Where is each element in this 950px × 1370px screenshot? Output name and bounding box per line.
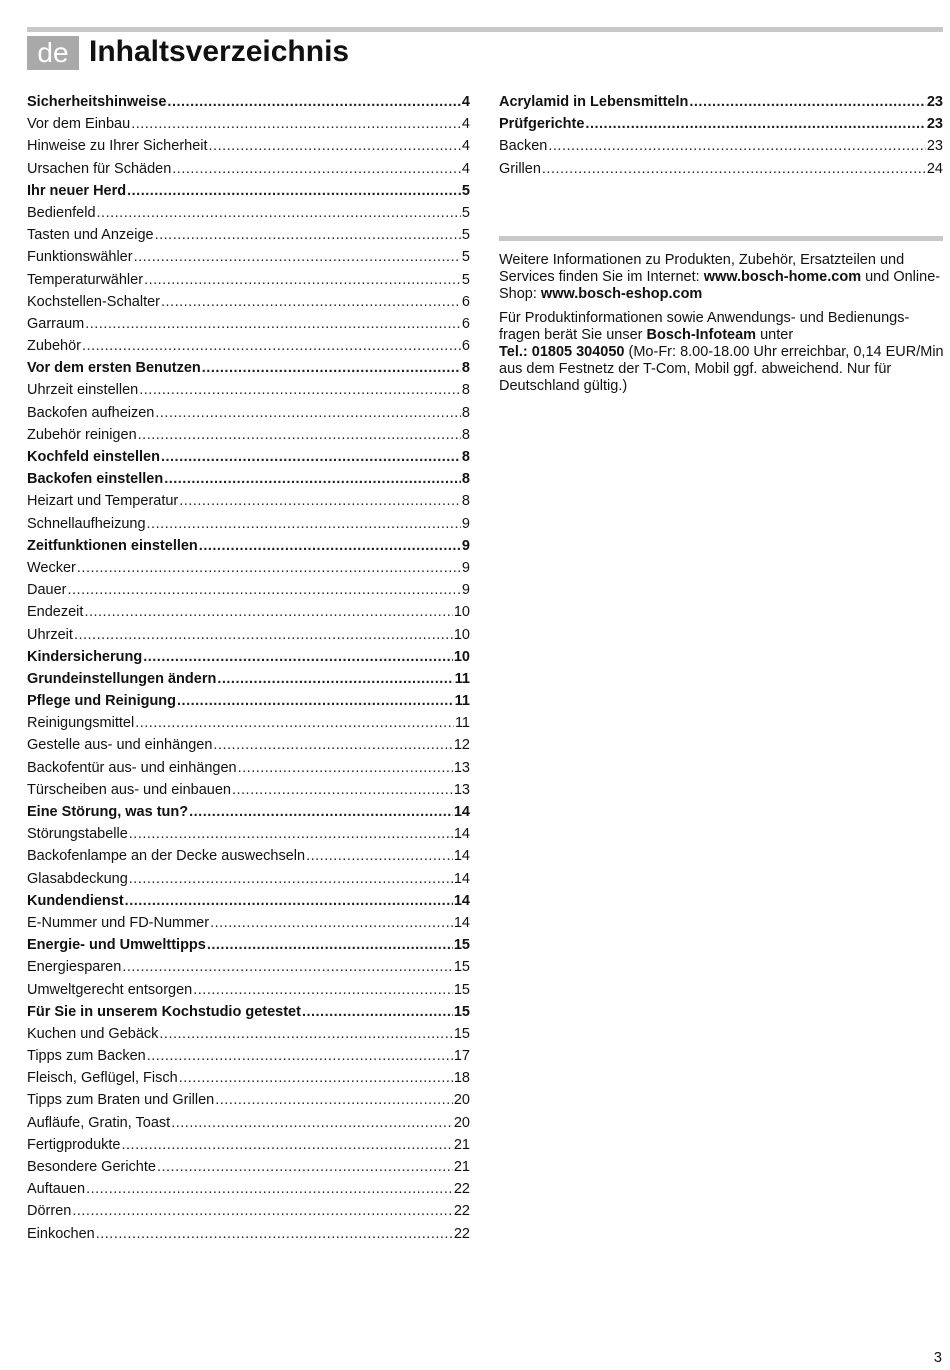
toc-dot-leader [232, 779, 453, 801]
toc-entry-page: 9 [461, 537, 470, 554]
toc-entry[interactable] [499, 113, 943, 135]
toc-entry-label: Dörren [27, 1203, 72, 1220]
toc-entry-label: Kochstellen-Schalter [27, 293, 160, 310]
toc-entry-page: 8 [461, 449, 470, 465]
toc-entry-label: Besondere Gerichte [27, 1159, 156, 1175]
toc-entry[interactable] [27, 424, 470, 446]
page-number: 3 [933, 1350, 942, 1366]
toc-dot-leader [96, 1223, 453, 1245]
toc-entry[interactable] [27, 1001, 470, 1023]
toc-dot-leader [68, 579, 461, 601]
toc-entry[interactable] [27, 313, 470, 335]
toc-dot-leader [193, 979, 453, 1001]
toc-dot-leader [202, 357, 461, 379]
toc-dot-leader [157, 1156, 453, 1178]
toc-entry[interactable] [27, 668, 470, 690]
toc-entry-label: Endezeit [27, 604, 84, 621]
toc-entry[interactable] [27, 845, 470, 867]
toc-entry[interactable] [27, 224, 470, 246]
toc-entry-page: 13 [453, 759, 470, 776]
toc-entry[interactable] [27, 1134, 470, 1156]
toc-entry[interactable] [27, 91, 470, 113]
toc-entry-page: 15 [453, 937, 470, 954]
toc-dot-leader [189, 801, 453, 823]
toc-entry[interactable] [499, 135, 943, 157]
toc-entry-page: 22 [453, 1181, 470, 1198]
toc-entry-page: 15 [453, 981, 470, 998]
toc-entry-page: 15 [453, 959, 470, 976]
toc-entry-page: 21 [453, 1136, 470, 1153]
toc-dot-leader [139, 379, 461, 401]
toc-entry-label: Auftauen [27, 1181, 86, 1198]
toc-entry-page: 13 [453, 781, 470, 798]
toc-dot-leader [585, 113, 925, 135]
toc-entry-label: Eine Störung, was tun? [27, 804, 189, 820]
toc-entry[interactable] [27, 180, 470, 202]
toc-entry-label: Wecker [27, 559, 76, 576]
toc-entry-page: 17 [453, 1048, 470, 1065]
toc-entry[interactable] [27, 912, 470, 934]
toc-entry-page: 8 [461, 493, 470, 510]
toc-entry-label: Vor dem Einbau [27, 116, 131, 133]
toc-dot-leader [127, 180, 461, 202]
toc-entry-label: Schnellaufheizung [27, 515, 146, 532]
toc-entry-label: Für Sie in unserem Kochstudio getestet [27, 1003, 301, 1020]
toc-entry-page: 10 [453, 626, 470, 643]
toc-dot-leader [131, 113, 461, 135]
toc-entry[interactable] [27, 868, 470, 890]
toc-entry-page: 5 [461, 227, 470, 244]
info-text: und Online-Shop: [499, 269, 941, 302]
toc-entry-label: Kindersicherung [27, 648, 143, 665]
toc-dot-leader [155, 402, 461, 424]
toc-entry[interactable] [27, 624, 470, 646]
toc-entry-label: Uhrzeit [27, 626, 73, 643]
toc-right-column [499, 91, 943, 180]
toc-entry[interactable] [27, 402, 470, 424]
toc-entry[interactable] [27, 734, 470, 756]
toc-entry-label: Kuchen und Gebäck [27, 1025, 159, 1042]
toc-entry-page: 5 [461, 182, 470, 199]
toc-entry-label: Gestelle aus- und einhängen [27, 737, 213, 754]
toc-dot-leader [129, 868, 453, 890]
toc-dot-leader [147, 1045, 453, 1067]
toc-entry-label: Kundendienst [27, 892, 124, 909]
toc-entry[interactable] [27, 823, 470, 845]
toc-entry-label: Vor dem ersten Benutzen [27, 360, 201, 377]
toc-entry[interactable] [27, 202, 470, 224]
toc-entry-label: Backofen einstellen [27, 471, 164, 488]
toc-entry-label: Glasabdeckung [27, 870, 128, 887]
info-text: Für Produktinformationen sowie Anwendungs- und Bedienungs-fragen berät Sie unser [499, 310, 910, 343]
toc-entry-label: Ihr neuer Herd [27, 182, 127, 199]
toc-entry-page: 4 [461, 94, 470, 110]
toc-entry-page: 5 [461, 249, 470, 266]
toc-dot-leader [147, 513, 461, 535]
toc-entry-label: Backofenlampe an der Decke auswechseln [27, 848, 306, 865]
toc-dot-leader [122, 1134, 453, 1156]
toc-entry-label: Backofen aufheizen [27, 404, 155, 421]
hotline-number: Tel.: 01805 304050 [499, 344, 625, 360]
toc-entry-label: Uhrzeit einstellen [27, 382, 139, 399]
toc-entry-page: 11 [454, 670, 470, 687]
toc-entry[interactable] [27, 1045, 470, 1067]
toc-entry-label: Grillen [499, 160, 541, 177]
toc-entry-page: 8 [461, 426, 470, 443]
toc-entry-page: 4 [461, 138, 470, 155]
toc-dot-leader [138, 424, 461, 446]
toc-entry[interactable] [27, 246, 470, 268]
toc-entry-label: Tipps zum Braten und Grillen [27, 1092, 215, 1109]
toc-entry-label: Prüfgerichte [499, 116, 585, 133]
toc-entry-page: 12 [453, 737, 470, 754]
toc-entry-page: 6 [461, 293, 470, 310]
toc-entry-page: 9 [461, 559, 470, 576]
toc-entry[interactable] [27, 113, 470, 135]
toc-entry-page: 14 [453, 914, 470, 931]
toc-left-column [27, 91, 470, 1245]
info-text: Weitere Informationen zu Produkten, Zubehör, Ersatzteilen und Services finden Sie im Internet: [499, 252, 905, 285]
toc-entry[interactable] [27, 801, 470, 823]
toc-dot-leader [548, 135, 925, 157]
toc-entry[interactable] [27, 379, 470, 401]
toc-dot-leader [177, 690, 454, 712]
toc-entry-page: 20 [453, 1092, 470, 1109]
toc-dot-leader [159, 1023, 452, 1045]
toc-entry-label: Fertigprodukte [27, 1136, 121, 1153]
toc-entry[interactable] [27, 269, 470, 291]
toc-entry-page: 14 [453, 848, 470, 865]
toc-entry-page: 21 [453, 1159, 470, 1175]
toc-entry[interactable] [27, 446, 470, 468]
page-title: Inhaltsverzeichnis [89, 35, 350, 68]
toc-entry-page: 8 [461, 360, 470, 377]
toc-entry[interactable] [27, 1223, 470, 1245]
toc-entry-label: Kochfeld einstellen [27, 449, 160, 465]
toc-dot-leader [213, 734, 452, 756]
toc-dot-leader [161, 291, 461, 313]
toc-entry-page: 23 [926, 138, 943, 155]
toc-dot-leader [171, 1112, 453, 1134]
toc-entry[interactable] [27, 579, 470, 601]
toc-entry-page: 24 [926, 160, 943, 177]
toc-entry[interactable] [27, 690, 470, 712]
toc-entry-label: Funktionswähler [27, 249, 133, 266]
toc-entry-label: Tipps zum Backen [27, 1048, 146, 1065]
toc-entry-label: Heizart und Temperatur [27, 493, 179, 510]
toc-dot-leader [306, 845, 453, 867]
toc-entry-page: 14 [453, 870, 470, 887]
toc-entry-label: Grundeinstellungen ändern [27, 670, 217, 687]
toc-dot-leader [97, 202, 461, 224]
toc-entry[interactable] [27, 357, 470, 379]
toc-dot-leader [85, 313, 461, 335]
toc-dot-leader [122, 956, 453, 978]
toc-dot-leader [209, 135, 461, 157]
website-link[interactable]: www.bosch-home.com [703, 269, 862, 285]
toc-dot-leader [689, 91, 926, 113]
toc-dot-leader [164, 468, 461, 490]
toc-dot-leader [72, 1200, 453, 1222]
toc-entry-page: 4 [461, 160, 470, 177]
toc-entry-label: Acrylamid in Lebensmitteln [499, 94, 689, 110]
toc-dot-leader [179, 1067, 453, 1089]
toc-entry-page: 5 [461, 204, 470, 221]
toc-entry-page: 18 [453, 1070, 470, 1087]
toc-entry-label: Temperaturwähler [27, 271, 144, 288]
toc-dot-leader [172, 158, 461, 180]
toc-entry-label: Tasten und Anzeige [27, 227, 154, 244]
toc-entry-label: Ursachen für Schäden [27, 160, 172, 177]
toc-dot-leader [82, 335, 461, 357]
toc-entry-label: Dauer [27, 582, 67, 599]
toc-entry[interactable] [27, 557, 470, 579]
infoteam-name: Bosch-Infoteam [646, 327, 757, 343]
toc-entry-label: E-Nummer und FD-Nummer [27, 914, 210, 931]
toc-dot-leader [77, 557, 461, 579]
toc-entry[interactable] [27, 712, 470, 734]
toc-entry[interactable] [27, 1156, 470, 1178]
toc-dot-leader [210, 912, 453, 934]
toc-entry[interactable] [27, 468, 470, 490]
toc-dot-leader [542, 158, 926, 180]
toc-entry-label: Zubehör [27, 338, 82, 355]
toc-entry[interactable] [27, 1089, 470, 1111]
toc-dot-leader [144, 269, 461, 291]
toc-entry-page: 6 [461, 315, 470, 332]
toc-dot-leader [84, 601, 452, 623]
toc-entry-label: Bedienfeld [27, 204, 96, 221]
toc-entry-label: Energie- und Umwelttipps [27, 937, 206, 954]
toc-entry-label: Pflege und Reinigung [27, 693, 177, 710]
toc-entry[interactable] [27, 1200, 470, 1222]
toc-dot-leader [129, 823, 453, 845]
toc-entry-label: Türscheiben aus- und einbauen [27, 781, 231, 798]
toc-dot-leader [86, 1178, 453, 1200]
toc-entry-label: Backofentür aus- und einhängen [27, 759, 237, 776]
toc-entry-label: Einkochen [27, 1225, 95, 1242]
toc-entry-label: Zeitfunktionen einstellen [27, 537, 198, 554]
toc-entry-page: 4 [461, 116, 470, 133]
toc-entry[interactable] [27, 158, 470, 180]
toc-entry[interactable] [27, 956, 470, 978]
language-badge: de [27, 36, 79, 70]
toc-entry-page: 9 [461, 515, 470, 532]
toc-entry[interactable] [27, 1178, 470, 1200]
toc-entry-page: 15 [453, 1025, 470, 1042]
toc-dot-leader [74, 624, 453, 646]
toc-dot-leader [167, 91, 461, 113]
toc-entry-page: 11 [454, 693, 470, 710]
toc-entry-page: 10 [453, 604, 470, 621]
toc-entry[interactable] [27, 779, 470, 801]
toc-entry[interactable] [27, 535, 470, 557]
toc-entry-page: 9 [461, 582, 470, 599]
toc-entry-page: 8 [461, 471, 470, 488]
toc-entry-page: 22 [453, 1225, 470, 1242]
toc-entry[interactable] [27, 1023, 470, 1045]
toc-dot-leader [135, 712, 454, 734]
toc-dot-leader [134, 246, 461, 268]
toc-entry[interactable] [27, 335, 470, 357]
toc-entry-page: 10 [453, 648, 470, 665]
toc-entry-page: 14 [453, 826, 470, 843]
toc-entry-page: 22 [453, 1203, 470, 1220]
toc-entry[interactable] [27, 513, 470, 535]
toc-entry-page: 20 [453, 1114, 470, 1131]
toc-entry-page: 5 [461, 271, 470, 288]
eshop-link[interactable]: www.bosch-eshop.com [540, 286, 703, 302]
toc-entry-page: 15 [453, 1003, 470, 1020]
toc-entry[interactable] [27, 291, 470, 313]
toc-entry-label: Umweltgerecht entsorgen [27, 981, 193, 998]
toc-entry-page: 8 [461, 404, 470, 421]
toc-entry-page: 8 [461, 382, 470, 399]
toc-entry[interactable] [27, 1112, 470, 1134]
toc-entry-label: Garraum [27, 315, 85, 332]
toc-entry[interactable] [27, 646, 470, 668]
info-text: unter [756, 327, 794, 343]
toc-entry-label: Zubehör reinigen [27, 426, 137, 443]
info-paragraph-hotline [499, 310, 945, 395]
toc-entry-page: 11 [454, 715, 470, 732]
toc-entry[interactable] [499, 158, 943, 180]
toc-entry[interactable] [27, 757, 470, 779]
toc-entry-label: Energiesparen [27, 959, 122, 976]
toc-entry-label: Hinweise zu Ihrer Sicherheit [27, 138, 208, 155]
toc-dot-leader [161, 446, 461, 468]
toc-entry-label: Reinigungsmittel [27, 715, 135, 732]
toc-dot-leader [125, 890, 453, 912]
toc-dot-leader [238, 757, 453, 779]
toc-dot-leader [155, 224, 461, 246]
toc-entry-page: 14 [453, 804, 470, 820]
info-paragraph-web [499, 252, 945, 303]
info-text: (Mo-Fr: 8.00-18.00 Uhr erreichbar, 0,14 EUR/Min aus dem Festnetz der T-Com, Mobil ggf. abweichend. Nur für Deutschland gültig.) [499, 344, 944, 394]
toc-dot-leader [143, 646, 453, 668]
toc-dot-leader [199, 535, 461, 557]
toc-entry-label: Aufläufe, Gratin, Toast [27, 1114, 171, 1131]
toc-dot-leader [179, 490, 461, 512]
toc-entry[interactable] [27, 890, 470, 912]
toc-entry[interactable] [27, 979, 470, 1001]
toc-entry-label: Backen [499, 138, 548, 155]
toc-entry[interactable] [27, 1067, 470, 1089]
toc-entry[interactable] [27, 490, 470, 512]
toc-dot-leader [217, 668, 453, 690]
toc-entry-label: Störungstabelle [27, 826, 128, 843]
toc-dot-leader [207, 934, 453, 956]
toc-entry-page: 23 [926, 94, 943, 110]
toc-entry[interactable] [499, 91, 943, 113]
toc-entry-label: Fleisch, Geflügel, Fisch [27, 1070, 178, 1087]
toc-entry[interactable] [27, 601, 470, 623]
toc-entry-label: Sicherheitshinweise [27, 94, 167, 110]
toc-dot-leader [302, 1001, 453, 1023]
toc-entry-page: 6 [461, 338, 470, 355]
toc-dot-leader [215, 1089, 453, 1111]
toc-entry-page: 14 [453, 892, 470, 909]
toc-entry[interactable] [27, 934, 470, 956]
toc-entry[interactable] [27, 135, 470, 157]
toc-entry-page: 23 [926, 116, 943, 133]
info-divider [499, 236, 943, 241]
